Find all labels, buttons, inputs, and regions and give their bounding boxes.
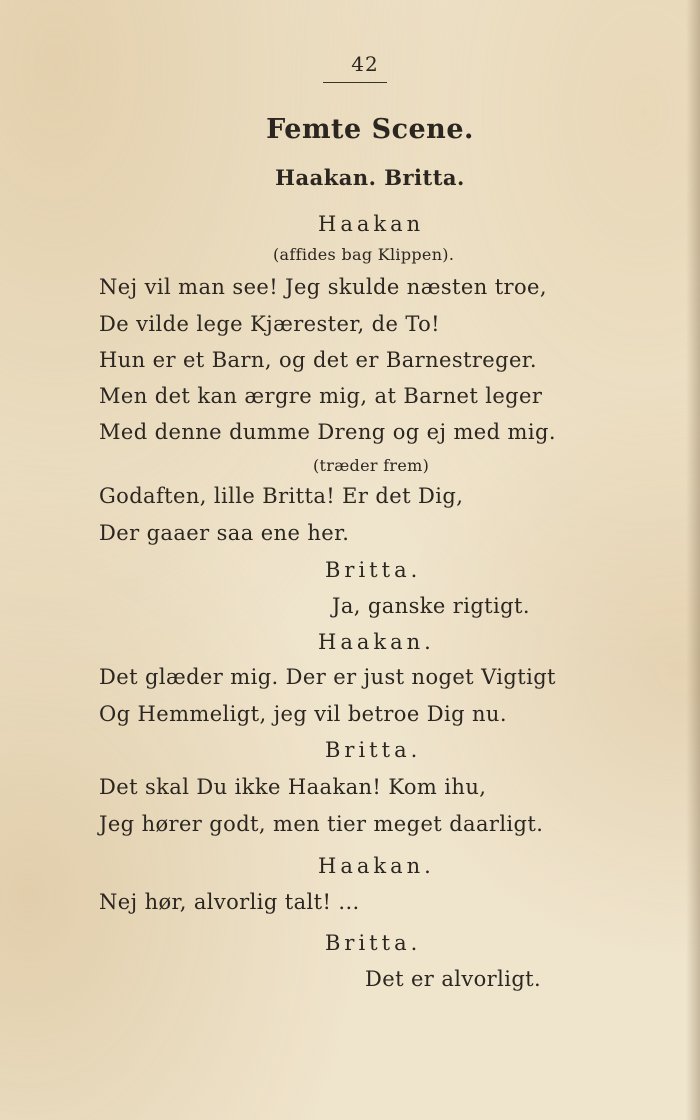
page-number: 42	[351, 52, 379, 76]
speaker-name: Britta.	[325, 931, 422, 955]
verse-line: Hun er et Barn, og det er Barnestreger.	[99, 348, 537, 372]
verse-line: Men det kan ærgre mig, at Barnet leger	[99, 384, 543, 408]
verse-line: Ja, ganske rigtigt.	[332, 594, 530, 618]
speaker-name: Haakan	[318, 212, 425, 236]
speaker-name: Britta.	[325, 558, 422, 582]
speaker-name: Britta.	[325, 738, 422, 762]
speaker-name: Haakan.	[318, 854, 435, 878]
scene-characters: Haakan. Britta.	[275, 165, 465, 190]
header-rule	[323, 82, 387, 83]
speaker-name: Haakan.	[318, 630, 435, 654]
verse-line: De vilde lege Kjærester, de To!	[99, 312, 441, 336]
verse-line: Med denne dumme Dreng og ej med mig.	[99, 420, 556, 444]
verse-line: Det glæder mig. Der er just noget Vigtigt	[99, 665, 556, 689]
scene-title: Femte Scene.	[266, 114, 474, 145]
stage-direction: (affides bag Klippen).	[273, 245, 455, 264]
verse-line: Nej hør, alvorlig talt! ...	[99, 890, 360, 914]
verse-line: Nej vil man see! Jeg skulde næsten troe,	[99, 275, 547, 299]
verse-line: Godaften, lille Britta! Er det Dig,	[99, 484, 464, 508]
verse-line: Det skal Du ikke Haakan! Kom ihu,	[99, 775, 487, 799]
stage-direction: (træder frem)	[313, 456, 430, 475]
verse-line: Jeg hører godt, men tier meget daarligt.	[99, 812, 544, 836]
verse-line: Og Hemmeligt, jeg vil betroe Dig nu.	[99, 702, 507, 726]
verse-line: Der gaaer saa ene her.	[99, 521, 350, 545]
verse-line: Det er alvorligt.	[365, 967, 542, 991]
